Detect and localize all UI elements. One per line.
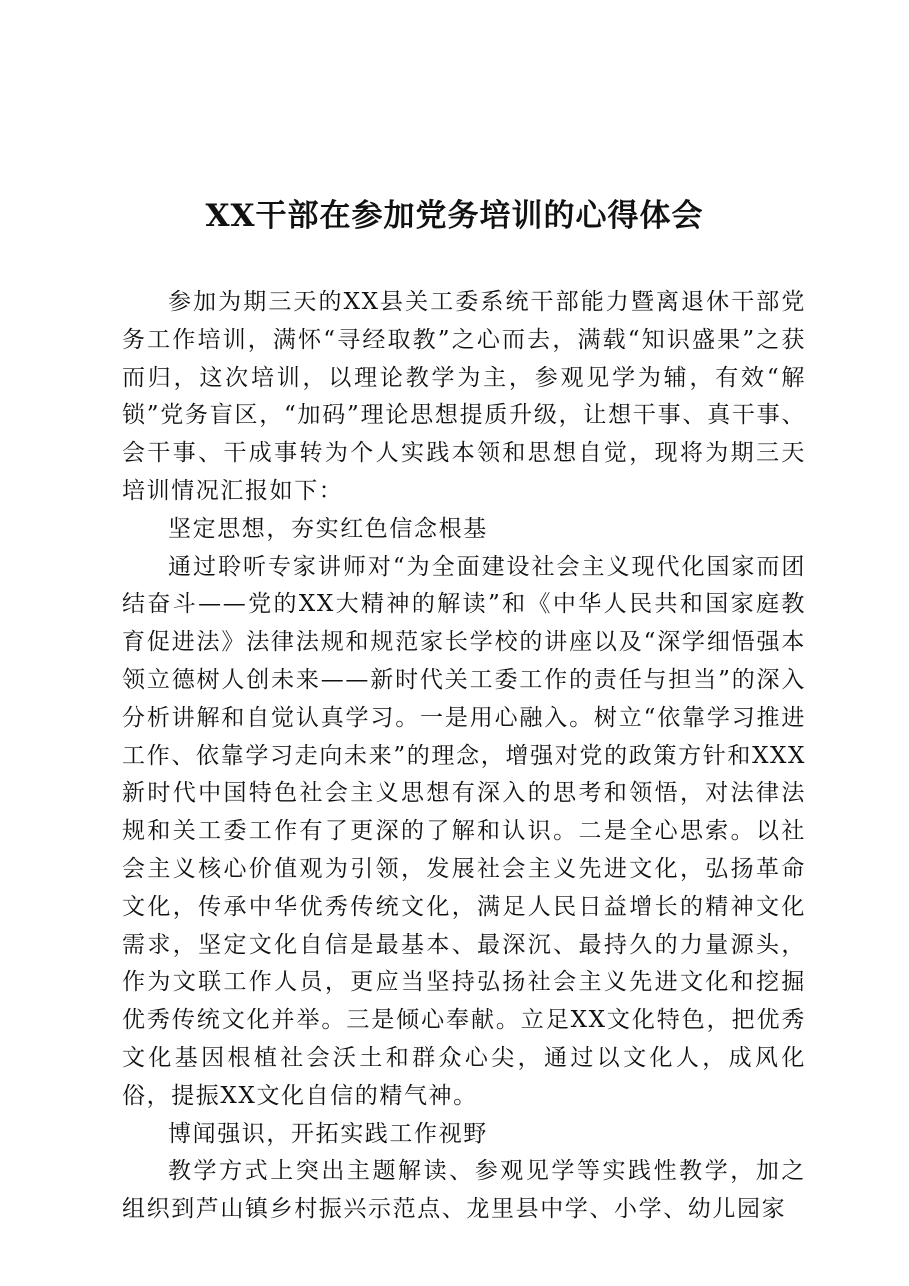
intro-paragraph: 参加为期三天的XX县关工委系统干部能力暨离退休干部党务工作培训，满怀“寻经取教”之心而去，满载“知识盛果”之获而归，这次培训，以理论教学为主，参观见学为辅，有效“解锁”党务盲区，“加码”理论思想提质升级，让想干事、真干事、会干事、干成事转为个人实践本领和思想自觉，现将为期三天培训情况汇报如下： [122,289,806,504]
section-paragraph-1: 通过聆听专家讲师对“为全面建设社会主义现代化国家而团结奋斗——党的XX大精神的解读”和《中华人民共和国家庭教育促进法》法律法规和规范家长学校的讲座以及“深学细悟强本领立德树人创未来——新时代关工委工作的责任与担当”的深入分析讲解和自觉认真学习。一是用心融入。树立“依靠学习推进工作、依靠学习走向未来”的理念，增强对党的政策方针和XXX新时代中国特色社会主义思想有深入的思考和领悟，对法律法规和关工委工作有了更深的了解和认识。二是全心思索。以社会主义核心价值观为引领，发展社会主义先进文化，弘扬革命文化，传承中华优秀传统文化，满足人民日益增长的精神文化需求，坚定文化自信是最基本、最深沉、最持久的力量源头，作为文联工作人员，更应当坚持弘扬社会主义先进文化和挖掘优秀传统文化并举。三是倾心奉献。立足XX文化特色，把优秀文化基因根植社会沃土和群众心尖，通过以文化人，成风化俗，提振XX文化自信的精气神。 [122,553,806,1109]
section-heading-2: 博闻强识，开拓实践工作视野 [168,1120,488,1147]
document-body [122,284,806,1229]
section-paragraph-2: 教学方式上突出主题解读、参观见学等实践性教学，加之组织到芦山镇乡村振兴示范点、龙里县中学、小学、幼儿园家 [122,1158,806,1223]
section-heading-1: 坚定思想，夯实红色信念根基 [168,515,488,542]
document-title: XX干部在参加党务培训的心得体会 [205,198,704,234]
